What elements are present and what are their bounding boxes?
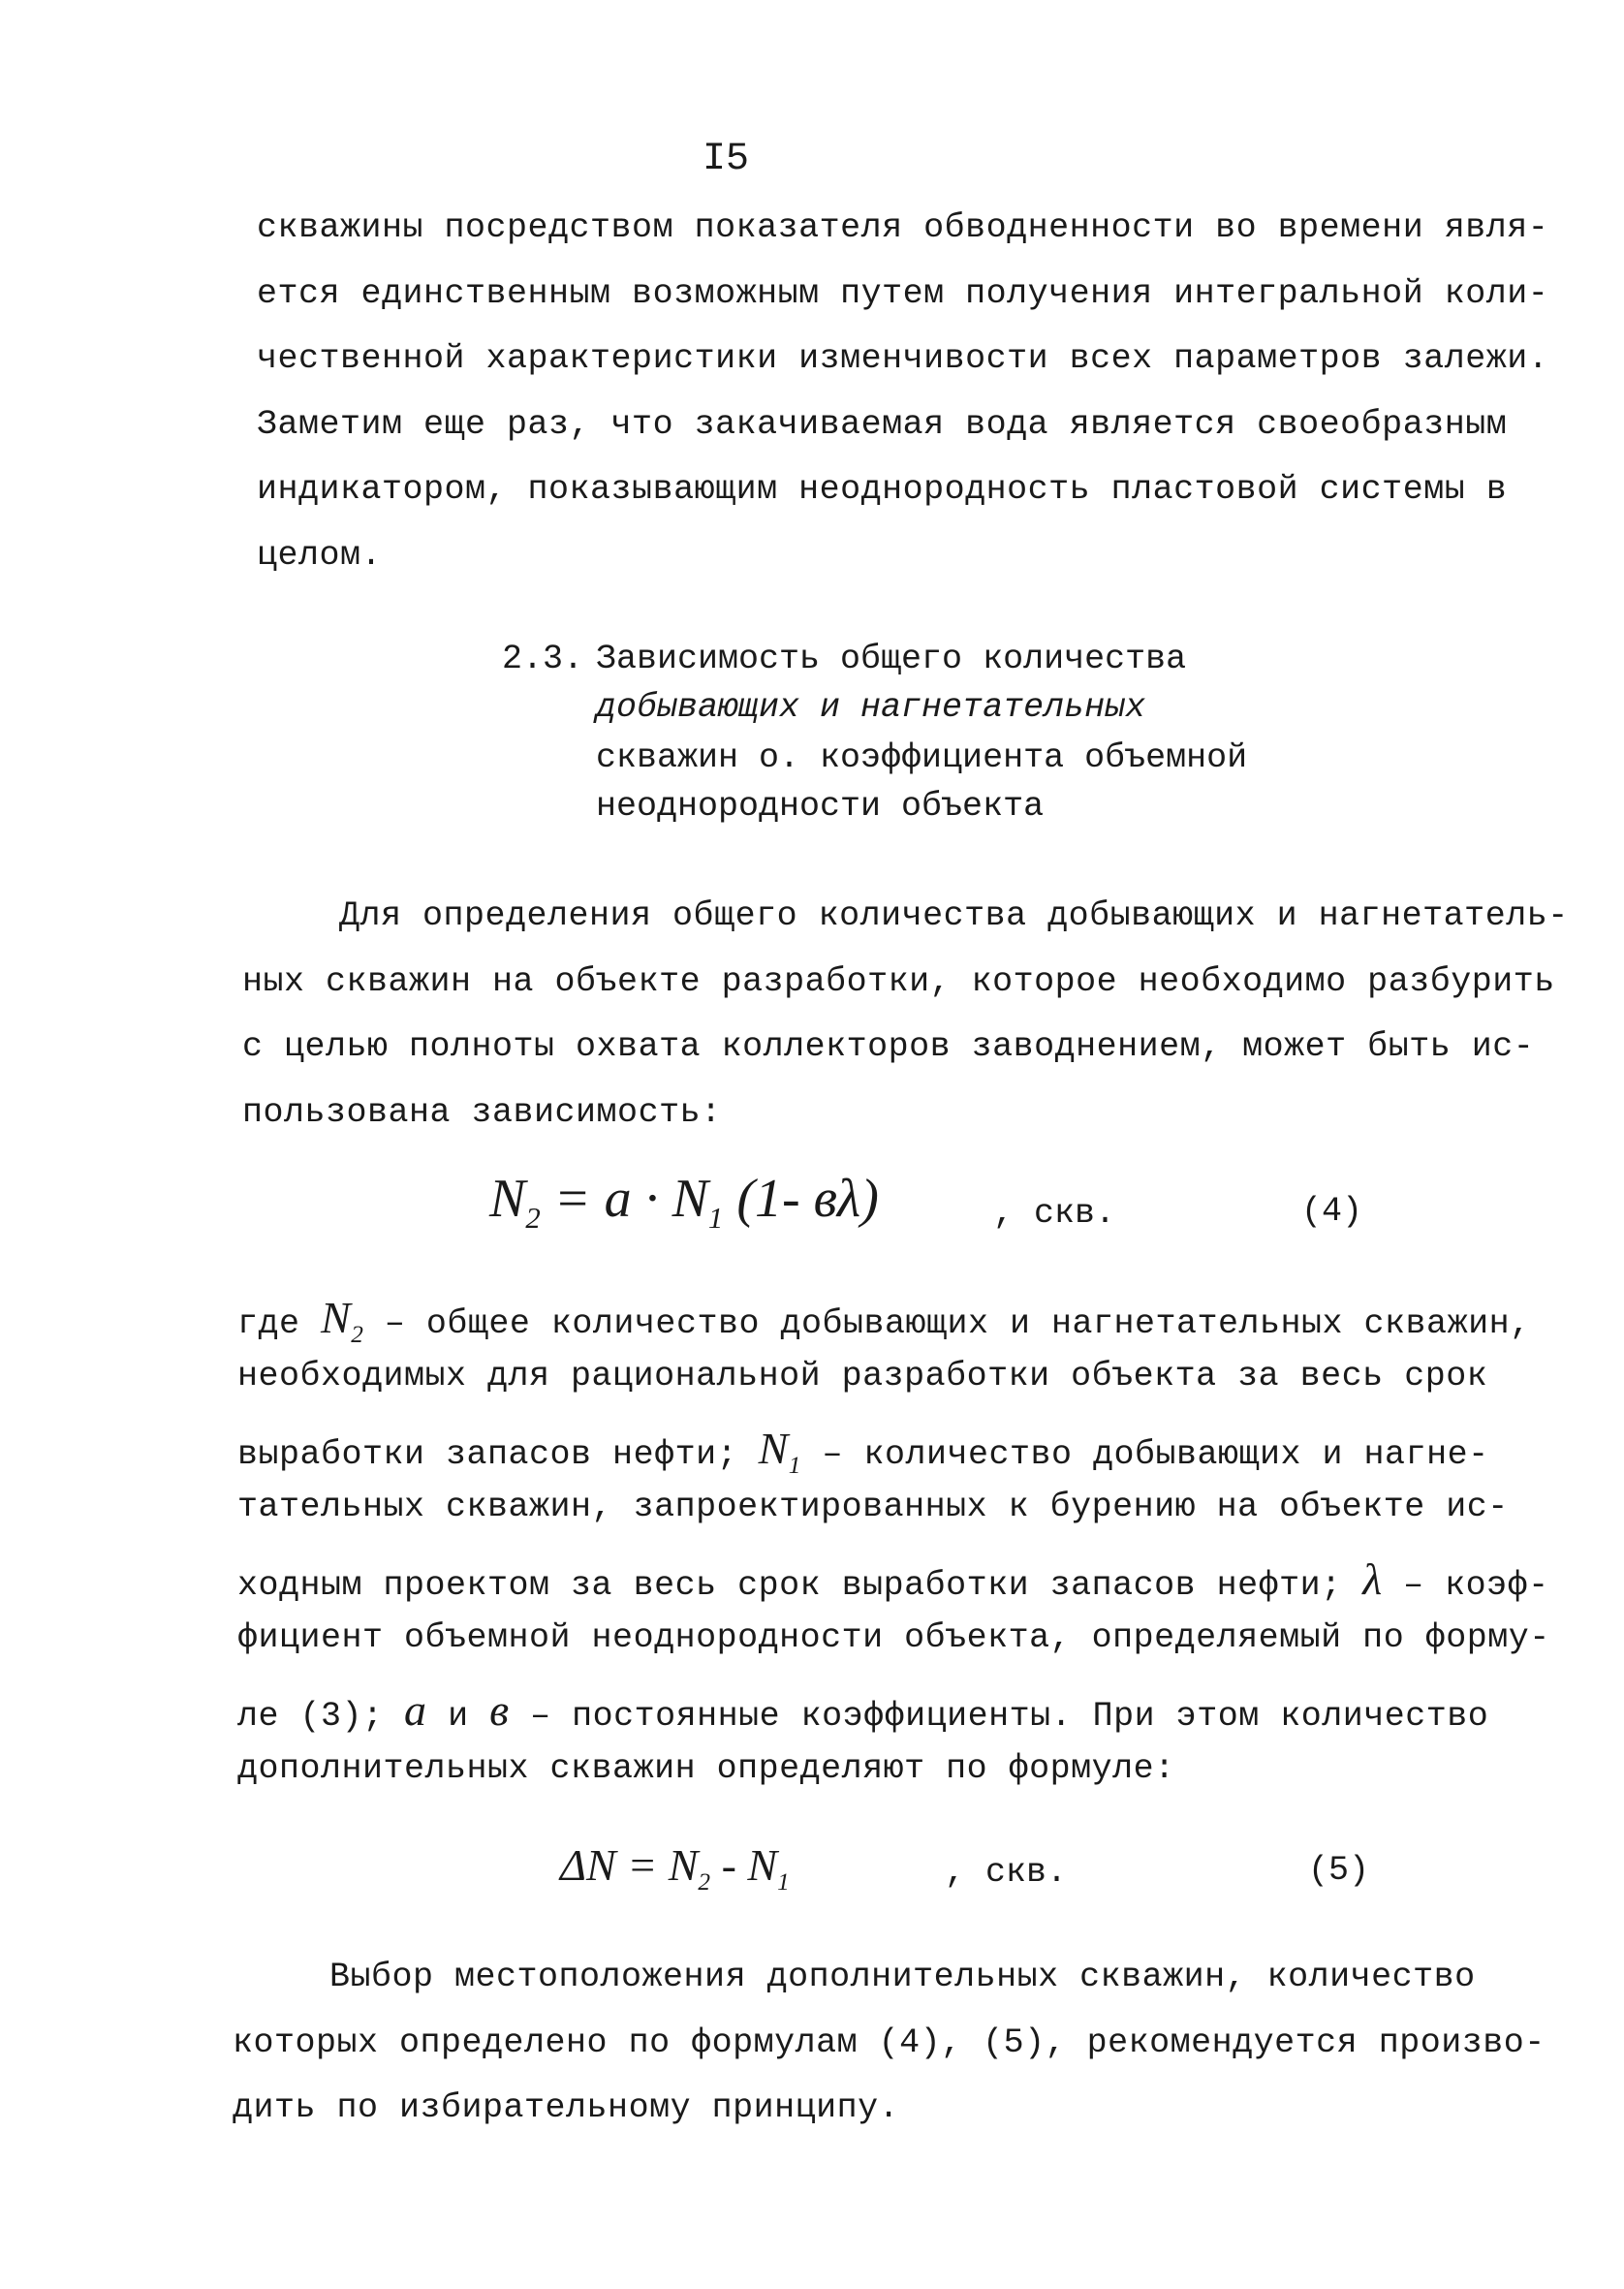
- where-w7-mid: и: [448, 1697, 469, 1736]
- formula5-eq: =: [627, 1840, 658, 1890]
- where-w1-pre: где: [237, 1304, 300, 1343]
- where-w3-sym: [758, 1424, 801, 1480]
- formula4-lhs-sub: 2: [525, 1202, 541, 1236]
- para2-line-2: которых определено по формулам (4), (5), рекомендуется произво-: [233, 2023, 1546, 2062]
- section-title-line-3: скважин о. коэффициента объемной: [596, 738, 1248, 777]
- section-number: 2.3.: [502, 640, 584, 678]
- intro-line-5: индикатором, показывающим неоднородность пластовой системы в: [257, 470, 1508, 509]
- where-line-6: фициент объемной неоднородности объекта, определяемый по форму-: [237, 1618, 1550, 1657]
- formula4-paren: (1- вλ): [736, 1169, 879, 1229]
- where-w3-sym-letter: N: [758, 1424, 789, 1473]
- where-line-3: [237, 1423, 1489, 1480]
- where-w1-sym: [321, 1293, 364, 1349]
- where-w1-sym-letter: N: [321, 1293, 352, 1342]
- section-title-line-2: добывающих и нагнетательных: [596, 688, 1146, 727]
- para1-line-1: Для определения общего количества добывающих и нагнетатель-: [339, 896, 1569, 935]
- para2-line-3: дить по избирательному принципу.: [233, 2088, 900, 2127]
- where-w7-b: в: [489, 1685, 510, 1735]
- formula4-dot: ·: [644, 1169, 659, 1229]
- where-w5-sym: λ: [1362, 1554, 1383, 1604]
- formula4-number: (4): [1301, 1192, 1363, 1231]
- where-line-5: [237, 1553, 1549, 1605]
- where-line-7: [237, 1684, 1488, 1736]
- formula4-eq: =: [553, 1169, 591, 1229]
- intro-line-1: скважины посредством показателя обводненности во времени явля-: [257, 208, 1549, 247]
- para1-line-4: пользована зависимость:: [242, 1093, 722, 1132]
- para1-line-3: с целью полноты охвата коллекторов заводнением, может быть ис-: [242, 1027, 1535, 1066]
- para1-line-2: ных скважин на объекте разработки, которое необходимо разбурить: [242, 962, 1555, 1001]
- where-w3-post: – количество добывающих и нагне-: [822, 1435, 1489, 1474]
- page-number: I5: [703, 138, 750, 181]
- formula5-n1: N: [747, 1840, 778, 1890]
- formula4-n1-sub: 1: [707, 1202, 724, 1236]
- formula-4: [489, 1168, 879, 1236]
- formula5-minus: -: [721, 1840, 736, 1890]
- section-title-line-4: неоднородности объекта: [596, 787, 1045, 826]
- formula-5: [560, 1839, 790, 1897]
- formula5-unit: , скв.: [945, 1853, 1068, 1892]
- where-line-1: [237, 1292, 1531, 1349]
- formula4-n1: N: [671, 1169, 708, 1229]
- where-line-4: тательных скважин, запроектированных к бурению на объекте ис-: [237, 1488, 1509, 1526]
- formula5-n2-sub: 2: [698, 1868, 711, 1897]
- where-w7-post: – постоянные коэффициенты. При этом количество: [530, 1697, 1489, 1736]
- where-w5-post: – коэф-: [1403, 1566, 1549, 1605]
- formula5-number: (5): [1308, 1851, 1370, 1890]
- where-w5-pre: ходным проектом за весь срок выработки запасов нефти;: [237, 1566, 1342, 1605]
- para2-line-1: Выбор местоположения дополнительных скважин, количество: [329, 1958, 1476, 1996]
- where-line-8: дополнительных скважин определяют по формуле:: [237, 1749, 1175, 1788]
- intro-line-4: Заметим еще раз, что закачиваемая вода является своеобразным: [257, 405, 1508, 444]
- formula4-unit: , скв.: [993, 1194, 1116, 1233]
- section-title-line-1: Зависимость общего количества: [596, 640, 1187, 678]
- where-line-2: необходимых для рациональной разработки объекта за весь срок: [237, 1357, 1488, 1395]
- formula5-n2: N: [668, 1840, 699, 1890]
- intro-line-3: чественной характеристики изменчивости всех параметров залежи.: [257, 339, 1549, 378]
- where-w7-pre: ле (3);: [237, 1697, 384, 1736]
- formula4-lhs: N: [489, 1169, 526, 1229]
- intro-line-6: целом.: [257, 536, 383, 575]
- where-w3-sym-sub: 1: [788, 1452, 801, 1480]
- formula5-n1-sub: 1: [777, 1868, 790, 1897]
- where-w1-post: – общее количество добывающих и нагнетательных скважин,: [384, 1304, 1531, 1343]
- formula4-a: a: [604, 1169, 632, 1229]
- where-w1-sym-sub: 2: [351, 1321, 364, 1349]
- intro-line-2: ется единственным возможным путем получения интегральной коли-: [257, 274, 1549, 313]
- formula5-lhs: ΔN: [560, 1840, 616, 1890]
- where-w3-pre: выработки запасов нефти;: [237, 1435, 738, 1474]
- where-w7-a: a: [404, 1685, 427, 1735]
